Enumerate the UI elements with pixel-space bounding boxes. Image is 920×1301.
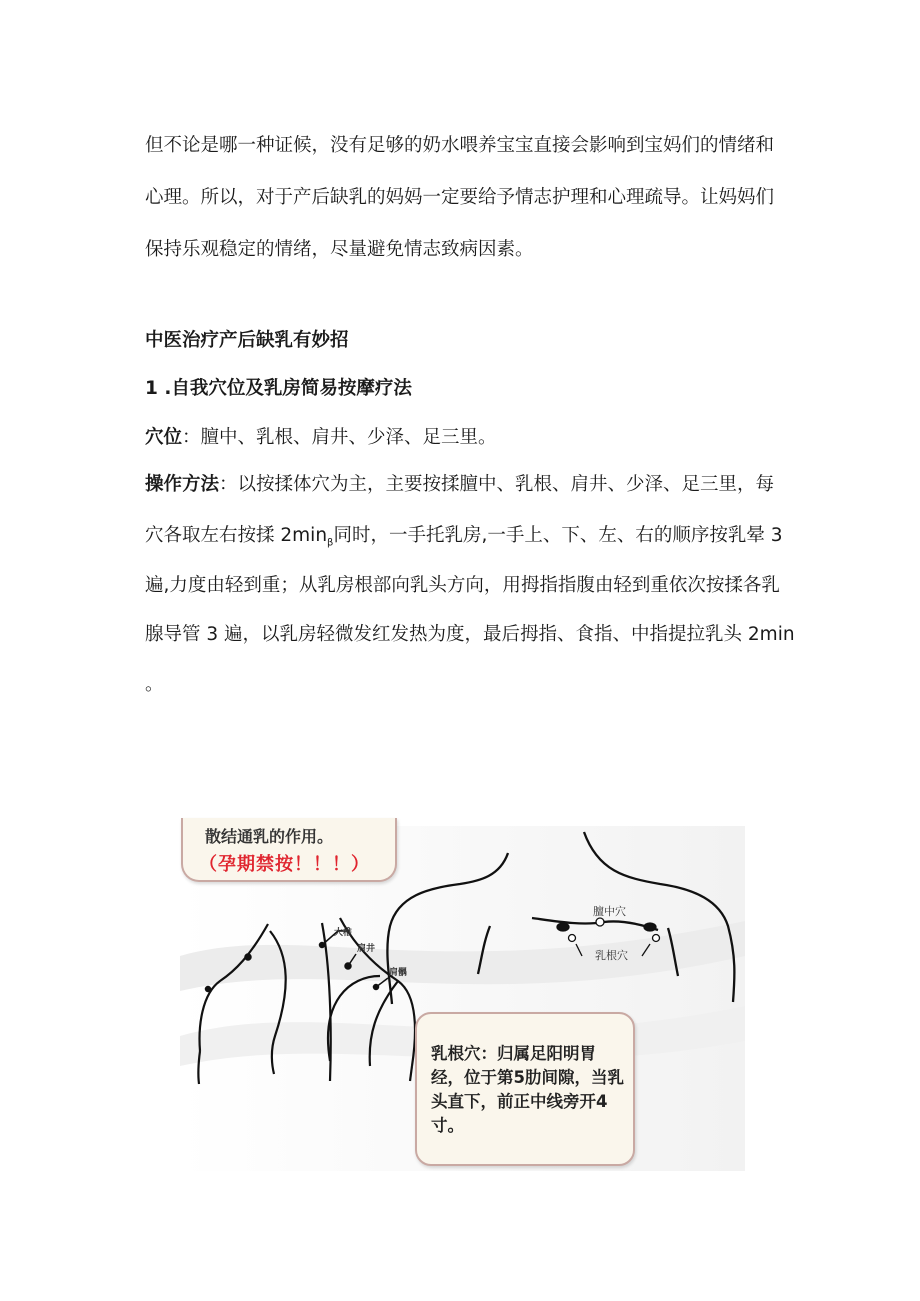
danzhong-point [596,918,604,926]
label-jianjing: 肩井 [357,944,376,954]
operation-line-2 [145,523,782,557]
operation-label: 操作方法 [145,474,220,495]
callout-warning-text: （孕期禁按！！！） [199,854,370,875]
operation-text-2b: 同时，一手托乳房,一手上、下、左、右的顺序按乳晕 3 [333,525,783,546]
rugen-description-callout [415,1012,635,1166]
label-danzhong: 膻中穴 [593,905,626,918]
rugen-point-right [653,935,660,942]
operation-line-3: 遍,力度由轻到重；从乳房根部向乳头方向，用拇指指腹由轻到重依次按揉各乳 [145,575,780,596]
operation-line-1 [145,472,774,498]
pregnancy-warning-callout [181,818,397,882]
label-rugen: 乳根穴 [595,949,628,962]
operation-subscript: β [327,537,334,549]
rugen-point-left [569,935,576,942]
label-dazhui: 大椎 [334,928,353,938]
right-nipple [644,923,656,931]
left-nipple [557,923,569,931]
callout-effect-text: 散结通乳的作用。 [205,827,334,846]
operation-line-5: 。 [145,674,164,695]
acupoints-label: 穴位 [145,427,183,448]
acupoints-sep: ： [182,427,201,448]
intro-paragraph: 但不论是哪一种证候，没有足够的奶水喂养宝宝直接会影响到宝妈们的情绪和心理。所以，对于产后缺乳的妈妈一定要给予情志护理和心理疏导。让妈妈们保持乐观稳定的情绪，尽量避免情志致病因素。 [145,135,775,260]
operation-line-4: 腺导管 3 遍，以乳房轻微发红发热为度，最后拇指、食指、中指提拉乳头 2min [145,624,795,645]
method-title: 1 .自我穴位及乳房简易按摩疗法 [145,378,412,399]
section-title: 中医治疗产后缺乳有妙招 [145,330,349,351]
acupoints-line [145,425,497,451]
acupoints-text: 膻中、乳根、肩井、少泽、足三里。 [200,427,497,448]
operation-text-1: ：以按揉体穴为主，主要按揉膻中、乳根、肩井、少泽、足三里，每 [219,474,775,495]
rugen-description-text: 乳根穴：归属足阳明胃经，位于第5肋间隙，当乳头直下，前正中线旁开4寸。 [431,1044,624,1135]
label-jianyu: 肩髃 [389,968,408,978]
operation-text-2a: 穴各取左右按揉 2min [145,525,328,546]
